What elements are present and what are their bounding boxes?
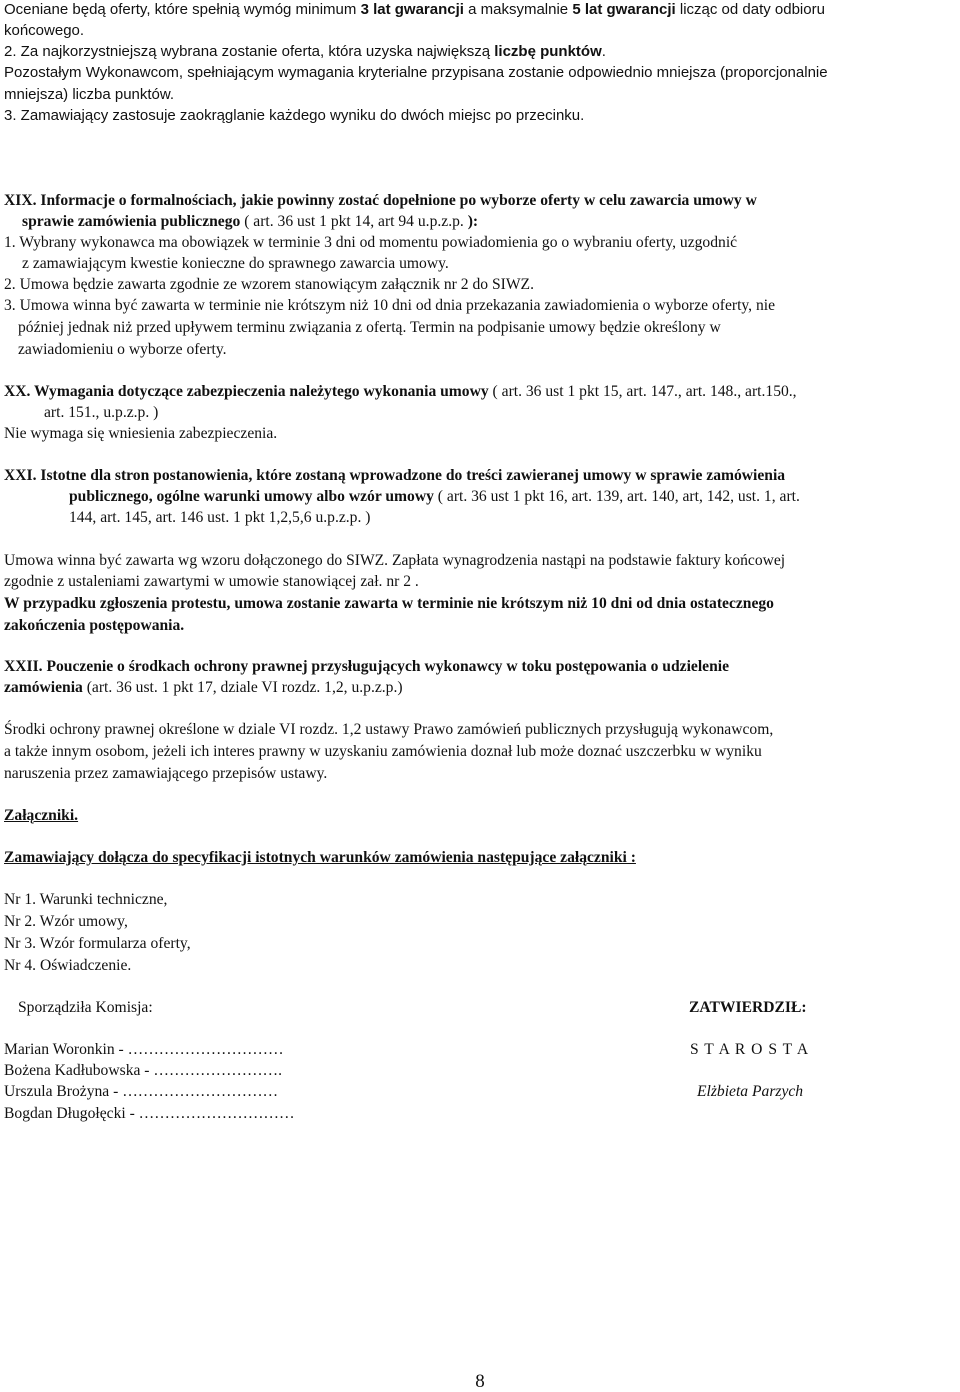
starosta-title: S T A R O S T A bbox=[690, 1041, 810, 1058]
section-xxi-text-3: W przypadku zgłoszenia protestu, umowa zostanie zawarta w terminie nie krótszym niż 10 dni od dnia ostatecznego bbox=[4, 595, 774, 612]
commission-heading: Sporządziła Komisja: bbox=[18, 999, 153, 1016]
commission-member-2: Bożena Kadłubowska - ……………………. bbox=[4, 1062, 283, 1079]
section-xix-point-3b: później jednak niż przed upływem terminu związania z ofertą. Termin na podpisanie umowy będzie określony w bbox=[18, 319, 721, 336]
section-xxii-text-3: naruszenia przez zamawiającego przepisów ustawy. bbox=[4, 765, 328, 782]
section-xx-heading-2: art. 151., u.p.z.p. ) bbox=[44, 404, 159, 421]
attachment-item-2: Nr 2. Wzór umowy, bbox=[4, 913, 128, 930]
section-xix-point-3a: 3. Umowa winna być zawarta w terminie nie krótszym niż 10 dni od dnia przekazania zawiadomienia o wyborze oferty, nie bbox=[4, 297, 776, 314]
section-xix-point-2: 2. Umowa będzie zawarta zgodnie ze wzorem stanowiącym załącznik nr 2 do SIWZ. bbox=[4, 276, 534, 293]
section-xix-heading-2: sprawie zamówienia publicznego ( art. 36 ust 1 pkt 14, art 94 u.p.z.p. ): bbox=[22, 213, 479, 230]
section-xix-point-1a: 1. Wybrany wykonawca ma obowiązek w terminie 3 dni od momentu powiadomienia go o wybraniu oferty, uzgodnić bbox=[4, 234, 738, 251]
section-xix-point-3c: zawiadomieniu o wyborze oferty. bbox=[18, 341, 227, 358]
attachment-item-1: Nr 1. Warunki techniczne, bbox=[4, 891, 168, 908]
commission-member-1: Marian Woronkin - ………………………… bbox=[4, 1041, 284, 1058]
top-line-4: Pozostałym Wykonawcom, spełniającym wymagania kryterialne przypisana zostanie odpowiednio mniejsza (proporcjonalnie bbox=[4, 64, 828, 81]
section-xx-text: Nie wymaga się wniesienia zabezpieczenia. bbox=[4, 425, 278, 442]
section-xxi-heading-1: XXI. Istotne dla stron postanowienia, które zostaną wprowadzone do treści zawieranej umowy w sprawie zamówienia bbox=[4, 467, 786, 484]
section-xix-point-1b: z zamawiającym kwestie konieczne do sprawnego zawarcia umowy. bbox=[22, 255, 449, 272]
starosta-signer: Elżbieta Parzych bbox=[697, 1083, 804, 1100]
section-xxi-text-1: Umowa winna być zawarta wg wzoru dołączonego do SIWZ. Zapłata wynagrodzenia nastąpi na podstawie faktury końcowej bbox=[4, 552, 786, 569]
page-number: 8 bbox=[475, 1371, 485, 1392]
attachments-intro: Zamawiający dołącza do specyfikacji istotnych warunków zamówienia następujące załączniki : bbox=[4, 849, 636, 866]
section-xxi-heading-3: 144, art. 145, art. 146 ust. 1 pkt 1,2,5,6 u.p.z.p. ) bbox=[69, 509, 371, 526]
section-xxi-text-4: zakończenia postępowania. bbox=[4, 617, 185, 634]
section-xxii-heading-1: XXII. Pouczenie o środkach ochrony prawnej przysługujących wykonawcy w toku postępowania o udzielenie bbox=[4, 658, 730, 675]
section-xxi-text-2: zgodnie z ustaleniami zawartymi w umowie stanowiącej zał. nr 2 . bbox=[4, 573, 419, 590]
top-line-5: mniejsza) liczba punktów. bbox=[4, 86, 175, 103]
attachment-item-4: Nr 4. Oświadczenie. bbox=[4, 957, 132, 974]
top-line-1: Oceniane będą oferty, które spełnią wymóg minimum 3 lat gwarancji a maksymalnie 5 lat gwarancji licząc od daty odbioru bbox=[4, 1, 825, 18]
approved-heading: ZATWIERDZIŁ: bbox=[689, 999, 807, 1016]
top-line-6: 3. Zamawiający zastosuje zaokrąglanie każdego wyniku do dwóch miejsc po przecinku. bbox=[4, 107, 585, 124]
top-line-2: końcowego. bbox=[4, 22, 85, 39]
commission-member-4: Bogdan Długołęcki - ………………………… bbox=[4, 1105, 295, 1122]
commission-member-3: Urszula Brożyna - ………………………… bbox=[4, 1083, 279, 1100]
section-xx-heading-1: XX. Wymagania dotyczące zabezpieczenia należytego wykonania umowy ( art. 36 ust 1 pkt 15, art. 147., art. 148., art.150., bbox=[4, 383, 797, 400]
attachment-item-3: Nr 3. Wzór formularza oferty, bbox=[4, 935, 191, 952]
section-xxii-text-2: a także innym osobom, jeżeli ich interes prawny w uzyskaniu zamówienia doznał lub może doznać uszczerbku w wyniku bbox=[4, 743, 762, 760]
section-xix-heading-1: XIX. Informacje o formalnościach, jakie powinny zostać dopełnione po wyborze oferty w celu zawarcia umowy w bbox=[4, 192, 757, 209]
attachments-title: Załączniki. bbox=[4, 807, 79, 824]
top-line-3: 2. Za najkorzystniejszą wybrana zostanie oferta, która uzyska największą liczbę punktów. bbox=[4, 43, 606, 60]
section-xxi-heading-2: publicznego, ogólne warunki umowy albo wzór umowy ( art. 36 ust 1 pkt 16, art. 139, art. 140, art, 142, ust. 1, art. bbox=[69, 488, 800, 505]
section-xxii-heading-2: zamówienia (art. 36 ust. 1 pkt 17, dziale VI rozdz. 1,2, u.p.z.p.) bbox=[4, 679, 403, 696]
section-xxii-text-1: Środki ochrony prawnej określone w dziale VI rozdz. 1,2 ustawy Prawo zamówień publicznych przysługują wykonawcom, bbox=[4, 721, 774, 738]
